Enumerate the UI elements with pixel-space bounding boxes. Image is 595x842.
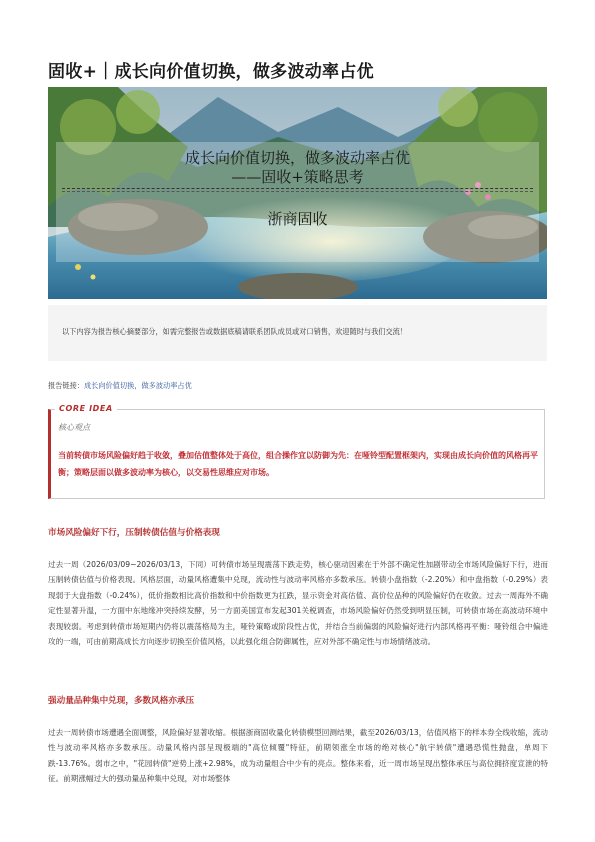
page-title: 固收+｜成长向价值切换，做多波动率占优 (48, 62, 374, 82)
section-heading-momentum: 强动量品种集中兑现，多数风格亦承压 (48, 696, 195, 706)
core-idea-subtitle: 核心观点 (58, 423, 90, 432)
report-link-line (48, 381, 192, 391)
banner-image (48, 87, 547, 299)
banner-divider (62, 188, 533, 189)
banner-divider-secondary (62, 191, 533, 192)
report-link-label: 报告链接： (48, 381, 84, 390)
banner-brand: 浙商固收 (267, 210, 328, 228)
core-idea-text: 当前转债市场风险偏好趋于收敛，叠加估值整体处于高位，组合操作宜以防御为先：在哑铃型配置框架内，实现由成长向价值的风格再平衡；策略层面以做多波动率为核心，以交易性思维应对市场。 (58, 451, 538, 477)
report-link[interactable]: 成长向价值切换，做多波动率占优 (83, 381, 192, 390)
section-heading-market-risk: 市场风险偏好下行，压制转债估值与价格表现 (48, 528, 220, 538)
section-paragraph-market-risk: 过去一周（2026/03/09~2026/03/13，下同）可转债市场呈现震荡下跌走势，核心驱动因素在于外部不确定性加剧带动全市场风险偏好下行，进而压制转债估值与价格表现。风格层面，动量风格遭集中兑现，流动性与波动率风格亦多数承压。转债小盘指数（-2.20%）和中盘指数（-0.29%）表现弱于大盘指数（-0.24%），低价指数相比高价指数和中价指数更为扛跌，显示资金对高估值、高价位品种的风险偏好仍在收敛。过去一周海外不确定性显著升温，一方面中东地缘冲突持续发酵，另一方面美国宣布发起301关税调查，市场风险偏好仍然受到明显压制，可转债市场在高波动环境中表现较弱。考虑到转债市场短期内仍将以震荡格局为主，哑铃策略或阶段性占优，并结合当前偏弱的风险偏好进行内部风格再平衡：哑铃组合中偏进攻的一端，可由前期高成长方向逐步切换至价值风格，以此强化组合防御属性，应对外部不确定性与市场情绪波动。 (48, 560, 548, 647)
section-paragraph-momentum: 过去一周转债市场遭遇全面调整，风险偏好显著收缩。根据浙商固收量化转债模型回测结果，截至2026/03/13，估值风格下的样本券全线收缩，流动性与波动率风格亦多数承压。动量风格内部呈现极端的"高位倾覆"特征，前期领涨全市场的绝对核心"航宇转债"遭遇恐慌性抛盘，单周下跌-13.76%。弱市之中，"花园转债"逆势上涨+2.98%，成为动量组合中少有的亮点。整体来看，近一周市场呈现出整体承压与高位拥挤度宣泄的特征。前期涨幅过大的强动量品种集中兑现，对市场整体 (48, 728, 548, 784)
banner-heading: 成长向价值切换，做多波动率占优 (184, 149, 410, 167)
banner-subheading: ——固收+策略思考 (231, 168, 364, 186)
core-idea-tag: CORE IDEA (55, 404, 117, 413)
notice-text: 以下内容为报告核心摘要部分，如需完整报告或数据底稿请联系团队成员或对口销售，欢迎随时与我们交流！ (62, 327, 408, 336)
notice-box (48, 305, 547, 361)
